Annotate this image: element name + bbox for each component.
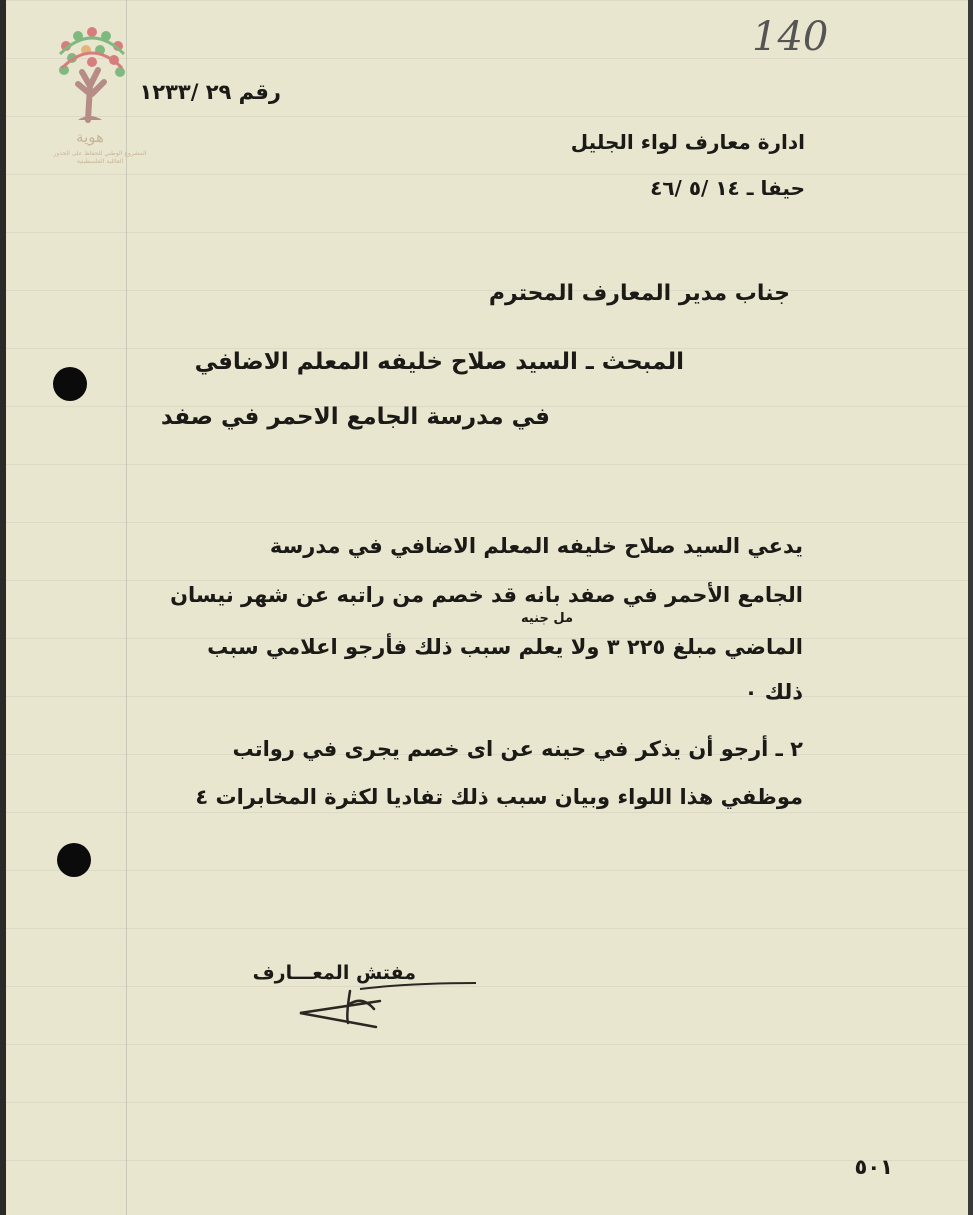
- office-name: ادارة معارف لواء الجليل: [570, 130, 805, 154]
- logo-wordmark: هوية: [76, 128, 104, 146]
- reference-number: رقم ٢٩ /١٢٣٣: [139, 80, 281, 104]
- punch-hole-top: [53, 367, 87, 401]
- addressee: جناب مدير المعارف المحترم: [488, 281, 790, 306]
- handwritten-number: 140: [752, 14, 829, 60]
- body-line-6: موظفي هذا اللواء وبيان سبب ذلك تفاديا لكثرة المخابرات ٤: [195, 785, 803, 809]
- body-line-2: الجامع الأحمر في صفد بانه قد خصم من راتبه عن شهر نيسان: [170, 583, 803, 607]
- tree-logo-icon: [52, 24, 132, 124]
- margin-line: [126, 0, 127, 1215]
- scan-edge-right: [968, 0, 973, 1215]
- subject-line-1: المبحث ـ السيد صلاح خليفه المعلم الاضافي: [194, 349, 684, 375]
- heritage-logo: [52, 24, 148, 180]
- body-line-1: يدعي السيد صلاح خليفه المعلم الاضافي في مدرسة: [269, 534, 803, 558]
- subject-line-2: في مدرسة الجامع الاحمر في صفد: [160, 404, 550, 430]
- place-date: حيفا ـ ١٤ /٥ /٤٦: [650, 176, 805, 200]
- page-number: ٥٠١: [854, 1155, 893, 1179]
- punch-hole-bottom: [57, 843, 91, 877]
- body-line-3: الماضي مبلغ ٢٢٥ ٣ ولا يعلم سبب ذلك فأرجو اعلامي سبب: [207, 635, 803, 659]
- logo-subtitle: المشروع الوطني للحفاظ على الجذور العائلية الفلسطينية: [53, 150, 147, 165]
- signer-title: مفتش المعـــارف: [252, 962, 416, 984]
- body-line-4: ذلك ٠: [744, 680, 803, 704]
- body-line-5: ٢ ـ أرجو أن يذكر في حينه عن اى خصم يجرى في رواتب: [232, 737, 803, 761]
- signature-icon: [290, 965, 490, 1035]
- handwritten-insertion: مل جنيه: [520, 611, 573, 626]
- scan-edge-left: [0, 0, 6, 1215]
